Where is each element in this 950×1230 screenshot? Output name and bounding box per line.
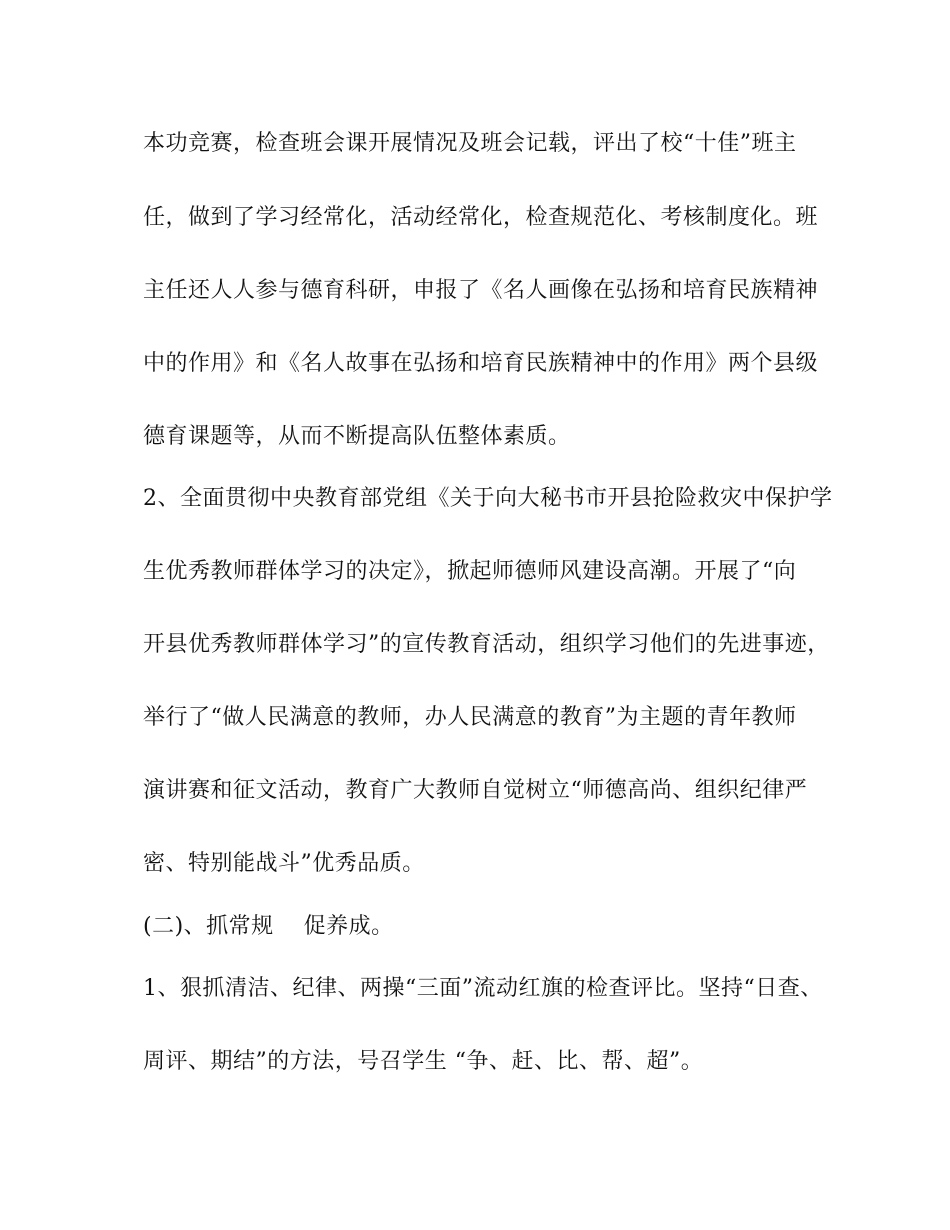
paragraph-line: 德育课题等，从而不断提高队伍整体素质。 bbox=[143, 424, 571, 449]
paragraph-line: 任，做到了学习经常化，活动经常化，检查规范化、考核制度化。班 bbox=[143, 205, 819, 230]
paragraph-line: 密、特别能战斗”优秀品质。 bbox=[143, 851, 425, 876]
paragraph-line: 周评、期结”的方法，号召学生 “争、赶、比、帮、超”。 bbox=[143, 1049, 704, 1074]
paragraph-line: 2、全面贯彻中央教育部党组《关于向大秘书市开县抢险救灾中保护学 bbox=[143, 486, 833, 511]
section-heading: (二)、抓常规 促养成。 bbox=[143, 914, 394, 939]
paragraph-line: 1、狠抓清洁、纪律、两操“三面”流动红旗的检查评比。坚持“日查、 bbox=[143, 976, 823, 1001]
paragraph-line: 演讲赛和征文活动，教育广大教师自觉树立“师德高尚、组织纪律严 bbox=[143, 778, 808, 803]
paragraph-line: 举行了“做人民满意的教师，办人民满意的教育”为主题的青年教师 bbox=[143, 705, 797, 730]
paragraph-line: 生优秀教师群体学习的决定》，掀起师德师风建设高潮。开展了“向 bbox=[143, 559, 797, 584]
paragraph-line: 主任还人人参与德育科研，申报了《名人画像在弘扬和培育民族精神 bbox=[143, 278, 819, 303]
paragraph-line: 开县优秀教师群体学习”的宣传教育活动，组织学习他们的先进事迹， bbox=[143, 632, 830, 657]
paragraph-line: 本功竞赛，检查班会课开展情况及班会记载，评出了校“十佳”班主 bbox=[143, 131, 797, 156]
paragraph-line: 中的作用》和《名人故事在弘扬和培育民族精神中的作用》两个县级 bbox=[143, 351, 819, 376]
